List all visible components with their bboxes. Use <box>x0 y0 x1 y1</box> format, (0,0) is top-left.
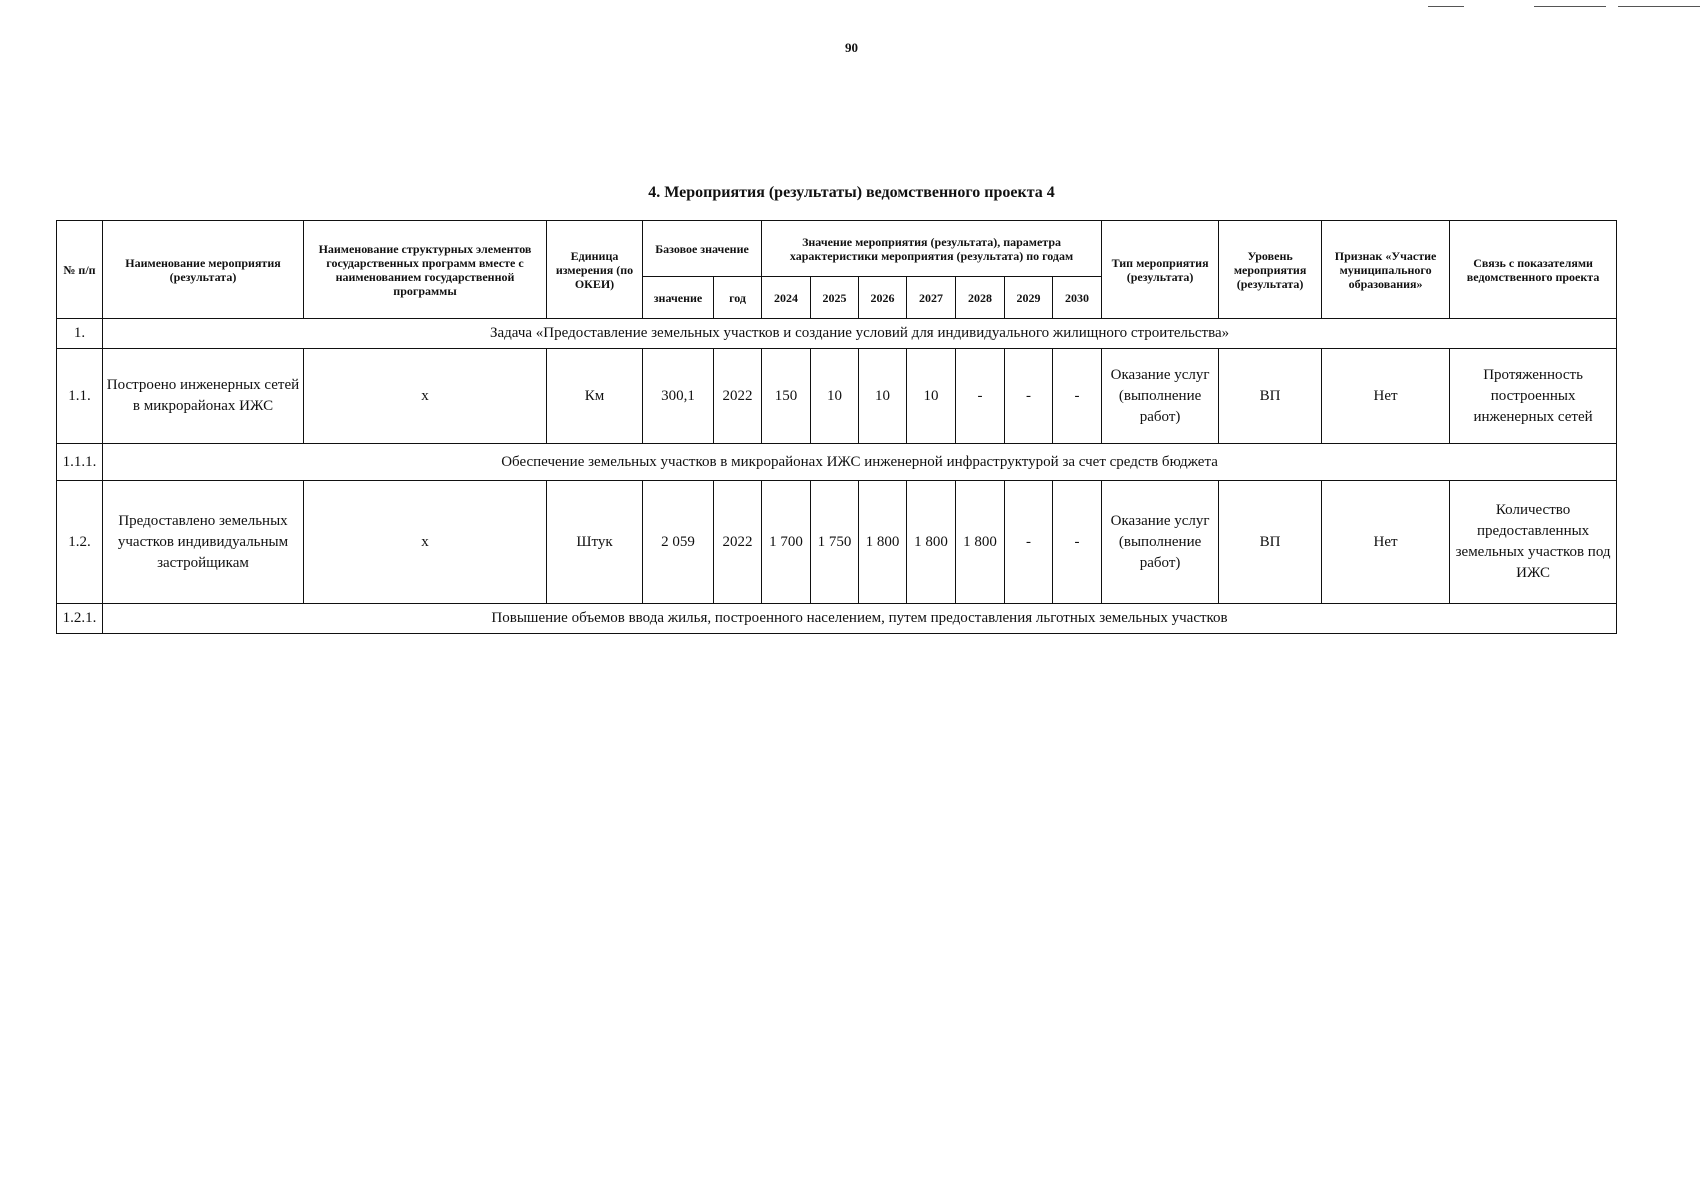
header-link: Связь с показателями ведомственного проекта <box>1450 221 1617 319</box>
year-value: 1 750 <box>811 481 859 604</box>
header-year: 2030 <box>1053 277 1102 319</box>
base-year: 2022 <box>714 349 762 444</box>
scan-mark <box>1618 6 1700 7</box>
header-year: 2028 <box>956 277 1005 319</box>
header-structural: Наименование структурных элементов государственных программ вместе с наименованием государственной программы <box>304 221 547 319</box>
scan-mark <box>1428 6 1464 7</box>
year-value: 10 <box>811 349 859 444</box>
activity-type: Оказание услуг (выполнение работ) <box>1102 349 1219 444</box>
row-num: 1.1. <box>57 349 103 444</box>
activities-table <box>56 220 1617 634</box>
table-row <box>57 349 1617 444</box>
activity-level: ВП <box>1219 349 1322 444</box>
header-base: Базовое значение <box>643 221 762 277</box>
header-year: 2027 <box>907 277 956 319</box>
year-value: - <box>956 349 1005 444</box>
year-value: - <box>1005 481 1053 604</box>
header-num: № п/п <box>57 221 103 319</box>
base-value: 2 059 <box>643 481 714 604</box>
year-value: 1 800 <box>956 481 1005 604</box>
unit: Штук <box>547 481 643 604</box>
sub-row-num: 1.2.1. <box>57 604 103 634</box>
base-value: 300,1 <box>643 349 714 444</box>
header-year: 2026 <box>859 277 907 319</box>
year-value: 1 700 <box>762 481 811 604</box>
year-value: 1 800 <box>907 481 956 604</box>
header-base-value: значение <box>643 277 714 319</box>
activity-level: ВП <box>1219 481 1322 604</box>
activity-name: Предоставлено земельных участков индивидуальным застройщикам <box>103 481 304 604</box>
header-name: Наименование мероприятия (результата) <box>103 221 304 319</box>
municipal-flag: Нет <box>1322 481 1450 604</box>
structural-element: х <box>304 349 547 444</box>
sub-row-text: Обеспечение земельных участков в микрорайонах ИЖС инженерной инфраструктурой за счет средств бюджета <box>103 444 1617 481</box>
scan-mark <box>1534 6 1606 7</box>
header-level: Уровень мероприятия (результата) <box>1219 221 1322 319</box>
year-value: 10 <box>907 349 956 444</box>
table-title: 4. Мероприятия (результаты) ведомственного проекта 4 <box>648 184 1055 201</box>
header-values-by-year: Значение мероприятия (результата), параметра характеристики мероприятия (результата) по годам <box>762 221 1102 277</box>
indicator-link: Количество предоставленных земельных участков под ИЖС <box>1450 481 1617 604</box>
activity-type: Оказание услуг (выполнение работ) <box>1102 481 1219 604</box>
activity-name: Построено инженерных сетей в микрорайонах ИЖС <box>103 349 304 444</box>
header-year: 2024 <box>762 277 811 319</box>
municipal-flag: Нет <box>1322 349 1450 444</box>
header-municipal: Признак «Участие муниципального образования» <box>1322 221 1450 319</box>
indicator-link: Протяженность построенных инженерных сетей <box>1450 349 1617 444</box>
row-num: 1.2. <box>57 481 103 604</box>
sub-row-text: Повышение объемов ввода жилья, построенного населением, путем предоставления льготных земельных участков <box>103 604 1617 634</box>
year-value: 1 800 <box>859 481 907 604</box>
year-value: 150 <box>762 349 811 444</box>
page-number: 90 <box>845 40 858 55</box>
header-year: 2025 <box>811 277 859 319</box>
year-value: 10 <box>859 349 907 444</box>
base-year: 2022 <box>714 481 762 604</box>
structural-element: х <box>304 481 547 604</box>
header-unit: Единица измерения (по ОКЕИ) <box>547 221 643 319</box>
year-value: - <box>1053 481 1102 604</box>
task-row <box>57 319 1617 349</box>
sub-row <box>57 444 1617 481</box>
task-num: 1. <box>57 319 103 349</box>
header-base-year: год <box>714 277 762 319</box>
table-row <box>57 481 1617 604</box>
unit: Км <box>547 349 643 444</box>
sub-row-num: 1.1.1. <box>57 444 103 481</box>
task-text: Задача «Предоставление земельных участков и создание условий для индивидуального жилищного строительства» <box>103 319 1617 349</box>
header-type: Тип мероприятия (результата) <box>1102 221 1219 319</box>
header-year: 2029 <box>1005 277 1053 319</box>
sub-row <box>57 604 1617 634</box>
year-value: - <box>1005 349 1053 444</box>
year-value: - <box>1053 349 1102 444</box>
